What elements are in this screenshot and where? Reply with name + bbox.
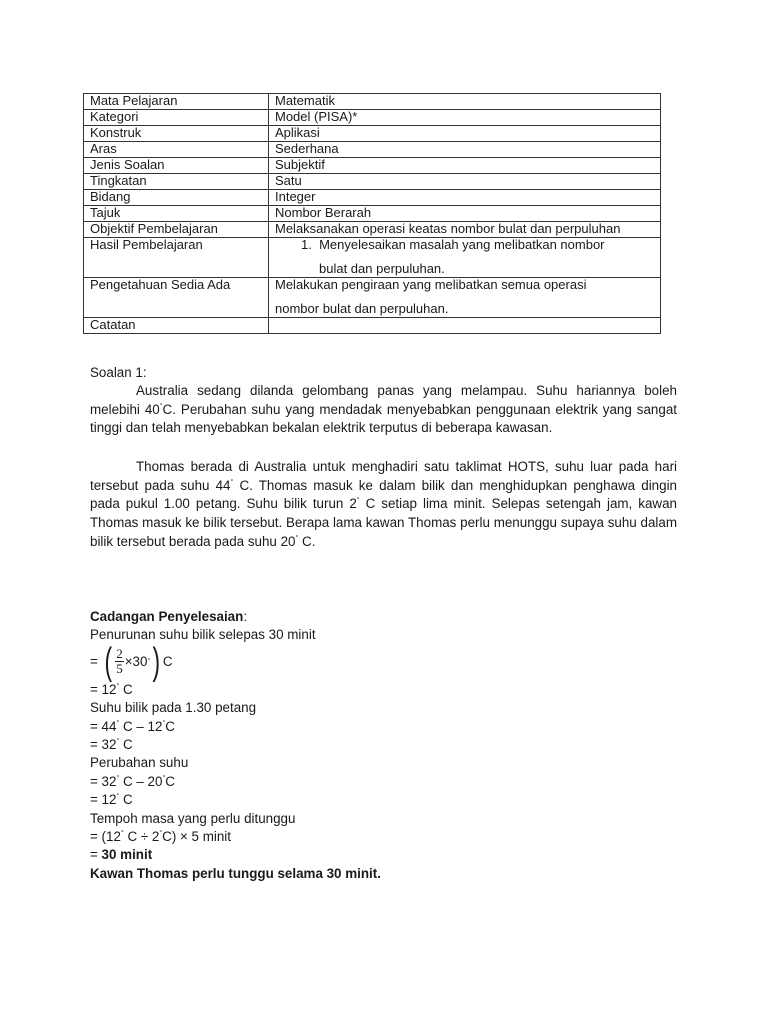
value-text: = — [90, 847, 102, 863]
solution-line — [90, 718, 677, 736]
right-paren: ) — [152, 640, 161, 683]
degree-symbol: ° — [116, 737, 120, 745]
fraction-denominator: 5 — [116, 661, 123, 677]
row-label: Mata Pelajaran — [84, 94, 269, 110]
degree-symbol: ° — [116, 774, 120, 782]
value-line2: nombor bulat dan perpuluhan. — [275, 301, 449, 316]
p2-text-b: C. Thomas masuk ke dalam bilik dan menghidupkan penghawa dingin pada pukul 1.00 petang. Suhu bilik turun 2 — [90, 477, 677, 512]
degree-symbol: ° — [116, 793, 120, 801]
value-text: C – 20 — [119, 773, 163, 789]
row-value: Subjektif — [269, 158, 661, 174]
list-text-line1: Menyelesaikan masalah yang melibatkan nombor — [319, 237, 605, 252]
degree-symbol: ° — [356, 497, 360, 505]
row-value — [269, 278, 661, 318]
table-row — [84, 222, 661, 238]
p2-text-a: Thomas berada di Australia untuk menghadiri satu taklimat HOTS, suhu luar pada hari tersebut pada suhu 44 — [90, 459, 677, 493]
row-value: Nombor Berarah — [269, 206, 661, 222]
fraction-expression: = ( $\frac{2}{5}$ ×30 ° ) C — [90, 640, 173, 683]
fraction-numerator: 2 — [116, 646, 123, 662]
solution-line — [90, 681, 677, 699]
solution-heading-colon: : — [243, 609, 248, 624]
value-text: C – 12 — [119, 718, 163, 734]
degree-symbol: ° — [159, 402, 163, 410]
value-text: = 32 — [90, 773, 117, 789]
value-text: C) × 5 minit — [162, 828, 232, 844]
row-label: Pengetahuan Sedia Ada — [84, 278, 269, 318]
row-value — [269, 318, 661, 334]
table-row-hasil — [84, 238, 661, 278]
equals-sign: = — [90, 653, 98, 669]
row-label: Kategori — [84, 110, 269, 126]
degree-symbol: ° — [162, 719, 166, 727]
unit-text: C — [165, 718, 175, 734]
unit-c: C — [162, 653, 173, 669]
row-label: Konstruk — [84, 126, 269, 142]
row-label: Tajuk — [84, 206, 269, 222]
left-paren: ( — [104, 640, 112, 683]
answer-text: 30 minit — [101, 847, 153, 863]
unit-text: C — [119, 681, 133, 697]
solution-line: Penurunan suhu bilik selepas 30 minit — [90, 627, 316, 643]
solution-line — [90, 846, 677, 864]
row-label: Objektif Pembelajaran — [84, 222, 269, 238]
value-line1: Melakukan pengiraan yang melibatkan semua operasi — [275, 277, 587, 292]
question-paragraph-1 — [90, 382, 677, 438]
row-value: Melaksanakan operasi keatas nombor bulat dan perpuluhan — [269, 222, 661, 238]
solution-line — [90, 736, 677, 754]
p1-text-b: C. Perubahan suhu yang mendadak menyebabkan penggunaan elektrik yang sangat tinggi dan telah menyebabkan bekalan elektrik terputus di beberapa kawasan. — [90, 401, 677, 436]
value-text: = 32 — [90, 736, 117, 752]
unit-text: C — [165, 773, 175, 789]
times-thirty: ×30 — [124, 653, 148, 669]
list-text-line2: bulat dan perpuluhan. — [319, 261, 445, 276]
p2-text-c: C setiap lima minit. Selepas setengah jam, kawan Thomas masuk ke bilik tersebut. Berapa lama kawan Thomas perlu menunggu supaya suhu dalam bilik tersebut berada pada suhu 20 — [90, 496, 677, 549]
unit-text: C — [119, 792, 133, 808]
row-label: Jenis Soalan — [84, 158, 269, 174]
solution-line — [90, 773, 677, 791]
solution-heading-line — [90, 608, 677, 626]
degree-symbol: ° — [120, 829, 124, 837]
final-answer: Kawan Thomas perlu tunggu selama 30 minit. — [90, 865, 381, 881]
solution-heading: Cadangan Penyelesaian — [90, 609, 244, 624]
table-row — [84, 190, 661, 206]
solution-line: Perubahan suhu — [90, 755, 189, 771]
table-row-sedia — [84, 278, 661, 318]
row-value: Sederhana — [269, 142, 661, 158]
solution-line: Suhu bilik pada 1.30 petang — [90, 700, 257, 716]
row-label: Tingkatan — [84, 174, 269, 190]
value-text: = 44 — [90, 718, 117, 734]
question-paragraph-2 — [90, 458, 677, 552]
degree-symbol: ° — [159, 829, 163, 837]
row-value: Model (PISA)* — [269, 110, 661, 126]
row-value: Matematik — [269, 94, 661, 110]
row-label: Hasil Pembelajaran — [84, 238, 269, 278]
degree-symbol: ° — [295, 534, 299, 542]
fraction — [115, 647, 124, 676]
value-text: C ÷ 2 — [123, 828, 160, 844]
row-value: Integer — [269, 190, 661, 206]
solution-section — [90, 608, 677, 883]
row-value: Aplikasi — [269, 126, 661, 142]
unit-text: C — [119, 736, 133, 752]
row-value: Satu — [269, 174, 661, 190]
row-value — [269, 238, 661, 278]
degree-symbol: ° — [116, 682, 120, 690]
row-label: Catatan — [84, 318, 269, 334]
list-item — [275, 238, 660, 276]
list-number: 1. — [301, 237, 312, 252]
table-row — [84, 110, 661, 126]
value-text: = 12 — [90, 792, 117, 808]
row-label: Bidang — [84, 190, 269, 206]
row-label: Aras — [84, 142, 269, 158]
metadata-table — [83, 93, 661, 334]
question-heading: Soalan 1: — [90, 365, 147, 380]
degree-symbol: ° — [162, 774, 166, 782]
table-row — [84, 126, 661, 142]
degree-symbol: ° — [116, 719, 120, 727]
table-row — [84, 206, 661, 222]
solution-line — [90, 828, 677, 846]
table-row — [84, 94, 661, 110]
table-row — [84, 174, 661, 190]
table-row — [84, 158, 661, 174]
solution-line — [90, 791, 677, 809]
table-row-catatan — [84, 318, 661, 334]
degree-symbol: ° — [230, 478, 234, 486]
value-text: = (12 — [90, 828, 121, 844]
table-row — [84, 142, 661, 158]
value-text: = 12 — [90, 681, 117, 697]
metadata-table-body — [84, 94, 661, 334]
p2-text-d: C. — [298, 533, 316, 549]
p1-text-a: Australia sedang dilanda gelombang panas yang melampau. Suhu hariannya boleh melebihi 40 — [90, 383, 677, 417]
solution-line: Tempoh masa yang perlu ditunggu — [90, 810, 296, 826]
